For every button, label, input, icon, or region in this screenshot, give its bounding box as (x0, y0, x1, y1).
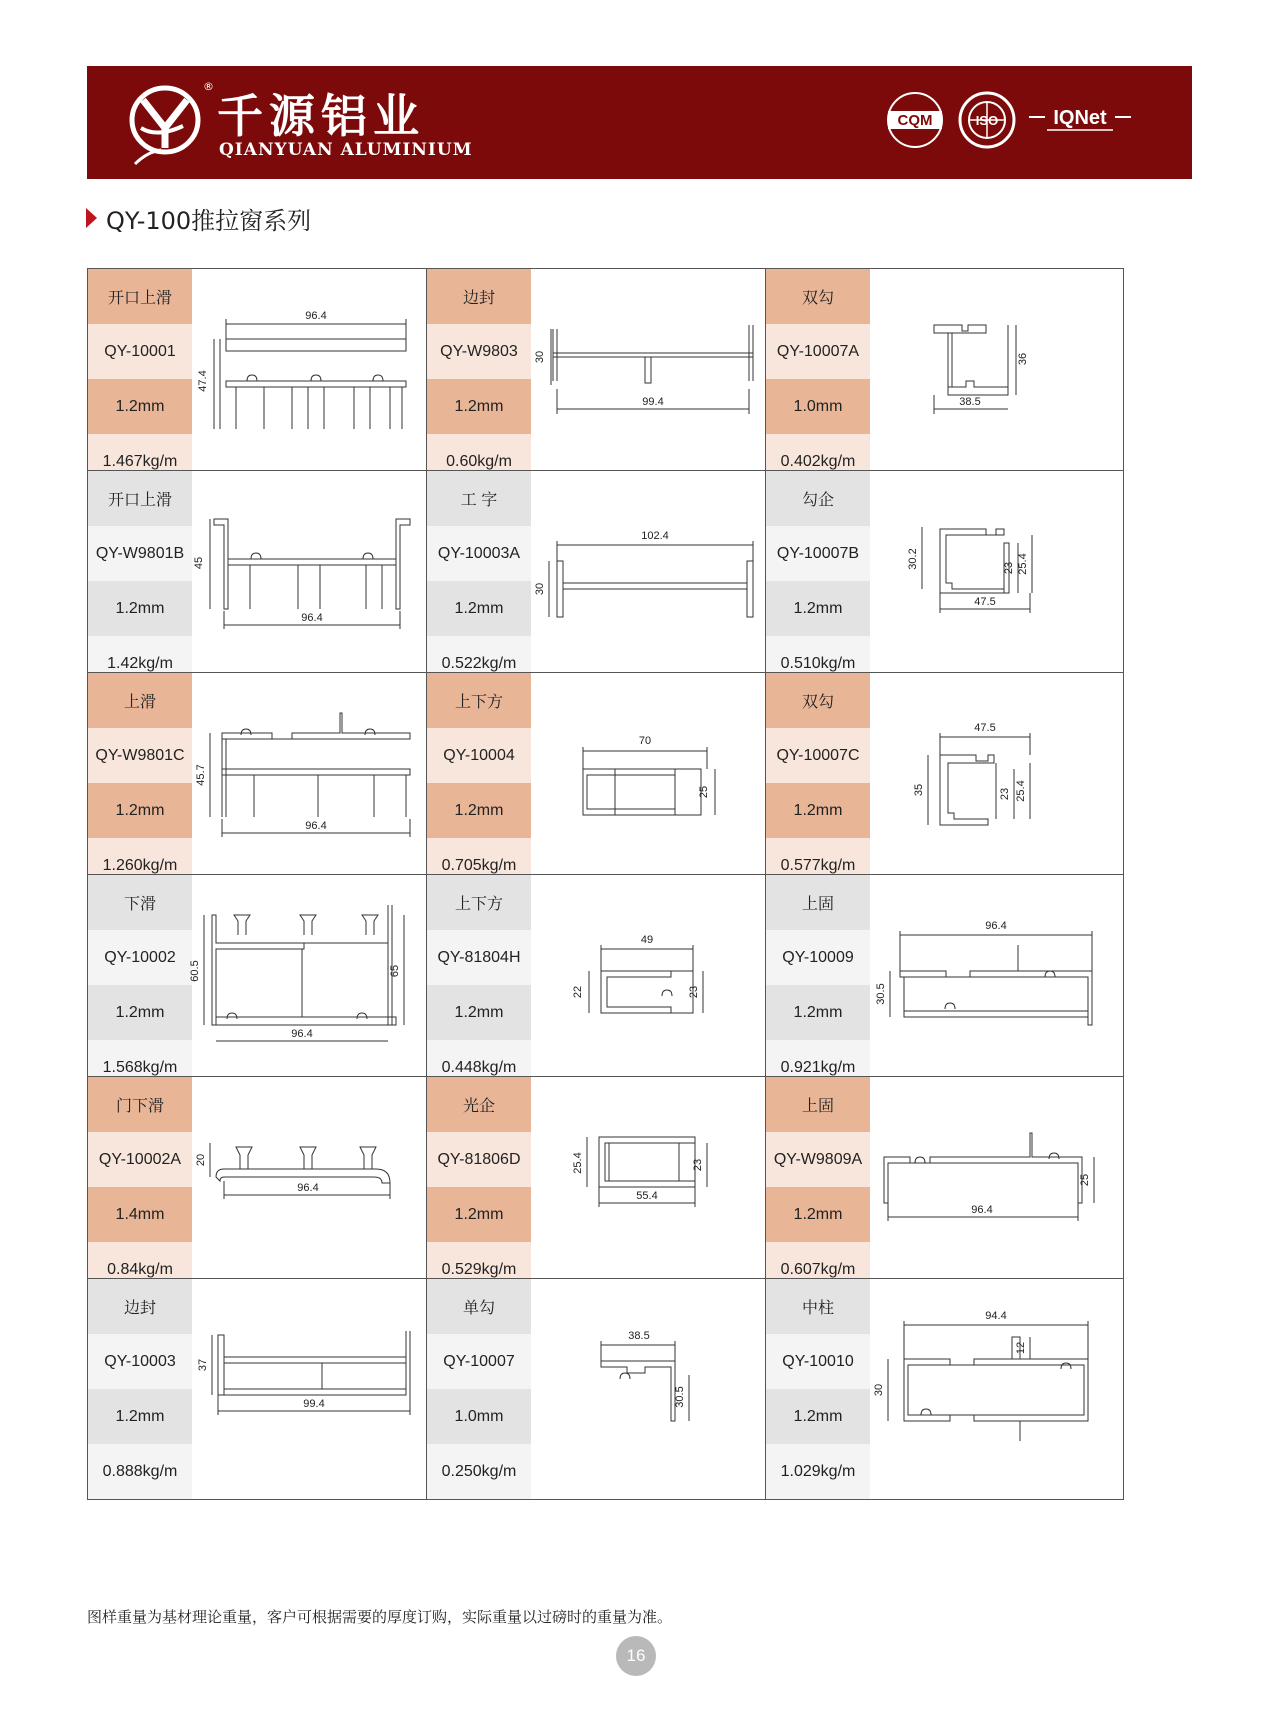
profile-info (427, 471, 531, 691)
profile-code: QY-10003 (88, 1334, 192, 1389)
profile-cross-section-diagram (870, 1077, 1123, 1297)
profile-card (87, 268, 446, 490)
profile-thickness: 1.4mm (88, 1187, 192, 1242)
svg-text:23: 23 (692, 1158, 704, 1172)
svg-text:70: 70 (638, 735, 652, 747)
profile-drawing (192, 269, 445, 489)
profile-card (426, 874, 785, 1096)
profile-card (765, 672, 1124, 894)
profile-info (88, 269, 192, 489)
iso-cert-icon (957, 90, 1017, 150)
profile-drawing (189, 875, 445, 1095)
profile-drawing (192, 1077, 445, 1297)
profile-thickness: 1.2mm (766, 985, 870, 1040)
profile-code: QY-10004 (427, 728, 531, 783)
profile-drawing (192, 471, 445, 691)
profile-drawing (870, 673, 1123, 893)
svg-text:96.4: 96.4 (291, 1028, 313, 1040)
profile-thickness: 1.2mm (88, 379, 192, 434)
profile-weight: 0.448kg/m (427, 1040, 531, 1095)
cqm-label: CQM (897, 112, 933, 129)
profile-name: 上下方 (427, 673, 531, 728)
svg-text:60.5: 60.5 (189, 960, 201, 982)
profile-thickness: 1.2mm (427, 581, 531, 636)
profile-weight: 0.60kg/m (427, 434, 531, 489)
profile-card (426, 1278, 785, 1500)
profile-cross-section-diagram (870, 875, 1123, 1095)
svg-text:47.5: 47.5 (974, 596, 996, 608)
profile-card (765, 874, 1124, 1096)
profile-weight: 1.42kg/m (88, 636, 192, 691)
profile-info (88, 471, 192, 691)
profile-info (427, 1077, 531, 1297)
profile-thickness: 1.0mm (766, 379, 870, 434)
profile-name: 单勾 (427, 1279, 531, 1334)
svg-text:47.5: 47.5 (974, 722, 996, 734)
svg-text:36: 36 (1017, 352, 1029, 366)
profile-drawing (531, 875, 784, 1095)
profile-code: QY-10001 (88, 324, 192, 379)
profile-cross-section-diagram (870, 471, 1123, 691)
triangle-bullet-icon (86, 208, 97, 228)
svg-text:22: 22 (572, 985, 584, 999)
profile-code: QY-W9803 (427, 324, 531, 379)
svg-text:102.4: 102.4 (641, 530, 669, 542)
svg-text:25.4: 25.4 (1017, 553, 1029, 575)
profile-thickness: 1.2mm (88, 1389, 192, 1444)
profile-name: 双勾 (766, 269, 870, 324)
profile-weight: 0.705kg/m (427, 838, 531, 893)
svg-text:96.4: 96.4 (301, 612, 323, 624)
profile-code: QY-10007A (766, 324, 870, 379)
svg-text:96.4: 96.4 (971, 1204, 993, 1216)
svg-text:38.5: 38.5 (628, 1330, 650, 1342)
profile-code: QY-81804H (427, 930, 531, 985)
svg-text:25: 25 (698, 785, 710, 799)
profile-thickness: 1.2mm (766, 581, 870, 636)
iqnet-cert-icon (1025, 90, 1135, 150)
svg-text:23: 23 (999, 787, 1011, 801)
svg-text:20: 20 (195, 1153, 207, 1167)
profile-thickness: 1.2mm (427, 1187, 531, 1242)
svg-text:55.4: 55.4 (636, 1190, 658, 1202)
profile-code: QY-10003A (427, 526, 531, 581)
profile-cross-section-diagram (192, 673, 445, 893)
profile-info (766, 875, 870, 1095)
profile-name: 工 字 (427, 471, 531, 526)
profile-weight: 0.402kg/m (766, 434, 870, 489)
profile-card (87, 1076, 446, 1298)
profile-card (87, 672, 446, 894)
profile-thickness: 1.2mm (88, 985, 192, 1040)
profile-name: 边封 (427, 269, 531, 324)
profile-code: QY-10007 (427, 1334, 531, 1389)
profile-cross-section-diagram (531, 875, 784, 1095)
profile-code: QY-10010 (766, 1334, 870, 1389)
page-number: 16 (616, 1636, 656, 1676)
profile-drawing (870, 471, 1123, 691)
section-title: QY-100推拉窗系列 (106, 206, 312, 235)
svg-text:25.4: 25.4 (1015, 780, 1027, 802)
profile-weight: 0.921kg/m (766, 1040, 870, 1095)
profile-weight: 1.260kg/m (88, 838, 192, 893)
profile-weight: 0.510kg/m (766, 636, 870, 691)
profile-cross-section-diagram (192, 1077, 445, 1297)
profile-cross-section-diagram (531, 1279, 784, 1499)
profile-info (427, 673, 531, 893)
profile-thickness: 1.2mm (766, 1389, 870, 1444)
profile-drawing (870, 1077, 1123, 1297)
profile-thickness: 1.2mm (427, 783, 531, 838)
svg-text:94.4: 94.4 (985, 1310, 1007, 1322)
profile-card (426, 1076, 785, 1298)
svg-text:12: 12 (1015, 1341, 1027, 1355)
profile-code: QY-81806D (427, 1132, 531, 1187)
profile-info (427, 269, 531, 489)
svg-text:65: 65 (389, 964, 401, 978)
profile-name: 边封 (88, 1279, 192, 1334)
profile-weight: 1.467kg/m (88, 434, 192, 489)
profile-card (765, 1278, 1124, 1500)
profile-info (766, 471, 870, 691)
svg-text:35: 35 (913, 783, 925, 797)
profile-name: 勾企 (766, 471, 870, 526)
profile-card (426, 672, 785, 894)
profile-weight: 0.250kg/m (427, 1444, 531, 1499)
profile-card (87, 470, 446, 692)
svg-text:96.4: 96.4 (305, 310, 327, 322)
svg-text:23: 23 (1003, 561, 1015, 575)
profile-cross-section-diagram (192, 471, 445, 691)
profile-thickness: 1.2mm (427, 985, 531, 1040)
profile-name: 门下滑 (88, 1077, 192, 1132)
profile-thickness: 1.2mm (427, 379, 531, 434)
profile-cross-section-diagram (870, 269, 1123, 489)
profile-card (426, 470, 785, 692)
brand-name-cn: 千源铝业 (217, 89, 425, 143)
svg-text:96.4: 96.4 (985, 920, 1007, 932)
profile-drawing (870, 1279, 1123, 1499)
profile-weight: 1.568kg/m (88, 1040, 192, 1095)
footnote: 图样重量为基材理论重量，客户可根据需要的厚度订购，实际重量以过磅时的重量为准。 (87, 1608, 673, 1626)
profile-thickness: 1.2mm (88, 783, 192, 838)
profile-drawing (531, 471, 784, 691)
profile-info (427, 875, 531, 1095)
svg-text:47.4: 47.4 (197, 370, 209, 392)
svg-text:30.2: 30.2 (907, 548, 919, 570)
profile-card (87, 874, 446, 1096)
profile-code: QY-10002A (88, 1132, 192, 1187)
profile-weight: 0.577kg/m (766, 838, 870, 893)
iso-label: ISO (975, 113, 999, 128)
profile-name: 上固 (766, 1077, 870, 1132)
profile-card (765, 470, 1124, 692)
profile-cross-section-diagram (870, 1279, 1123, 1499)
svg-text:30: 30 (534, 350, 546, 364)
profile-thickness: 1.2mm (766, 783, 870, 838)
profile-info (88, 673, 192, 893)
profile-info (88, 1279, 192, 1499)
profile-cross-section-diagram (531, 673, 784, 893)
svg-text:30: 30 (873, 1383, 885, 1397)
profile-code: QY-W9801C (88, 728, 192, 783)
profile-weight: 1.029kg/m (766, 1444, 870, 1499)
profile-code: QY-10009 (766, 930, 870, 985)
header-banner (87, 66, 1192, 179)
iqnet-label: IQNet (1053, 107, 1107, 129)
profile-drawing (531, 1279, 784, 1499)
profile-info (766, 673, 870, 893)
profile-drawing (870, 875, 1123, 1095)
svg-text:96.4: 96.4 (305, 820, 327, 832)
profile-drawing (870, 269, 1123, 489)
profile-cross-section-diagram (531, 471, 784, 691)
svg-text:49: 49 (640, 934, 654, 946)
profile-name: 光企 (427, 1077, 531, 1132)
svg-text:38.5: 38.5 (959, 396, 981, 408)
profile-weight: 0.607kg/m (766, 1242, 870, 1297)
profile-code: QY-10007C (766, 728, 870, 783)
profile-code: QY-10002 (88, 930, 192, 985)
profile-card (426, 268, 785, 490)
profile-cross-section-diagram (870, 673, 1123, 893)
profile-weight: 0.84kg/m (88, 1242, 192, 1297)
brand-name-en: QIANYUAN ALUMINIUM (219, 140, 473, 160)
profile-info (88, 1077, 192, 1297)
profile-name: 开口上滑 (88, 471, 192, 526)
profile-thickness: 1.2mm (88, 581, 192, 636)
profile-cross-section-diagram (192, 1279, 445, 1499)
profile-name: 开口上滑 (88, 269, 192, 324)
profile-info (427, 1279, 531, 1499)
profile-cross-section-diagram (531, 269, 784, 489)
profile-cross-section-diagram (192, 269, 445, 489)
profile-thickness: 1.0mm (427, 1389, 531, 1444)
profile-code: QY-W9801B (88, 526, 192, 581)
profile-thickness: 1.2mm (766, 1187, 870, 1242)
profile-name: 上固 (766, 875, 870, 930)
svg-text:45.7: 45.7 (195, 764, 207, 786)
svg-text:37: 37 (197, 1358, 209, 1372)
svg-text:25.4: 25.4 (572, 1152, 584, 1174)
profile-info (766, 1077, 870, 1297)
cqm-cert-icon (885, 90, 945, 150)
profile-code: QY-10007B (766, 526, 870, 581)
profile-drawing (531, 269, 784, 489)
profile-name: 双勾 (766, 673, 870, 728)
profile-weight: 0.522kg/m (427, 636, 531, 691)
profile-info (766, 269, 870, 489)
qy-logo-icon (127, 78, 209, 168)
profile-code: QY-W9809A (766, 1132, 870, 1187)
profile-card (765, 1076, 1124, 1298)
svg-text:99.4: 99.4 (642, 396, 664, 408)
svg-text:25: 25 (1079, 1173, 1091, 1187)
registered-mark: ® (203, 80, 214, 93)
svg-text:30.5: 30.5 (875, 983, 887, 1005)
profile-drawing (531, 673, 784, 893)
svg-text:30.5: 30.5 (674, 1386, 686, 1408)
profile-card (87, 1278, 446, 1500)
svg-text:45: 45 (193, 556, 205, 570)
profile-card (765, 268, 1124, 490)
profile-name: 中柱 (766, 1279, 870, 1334)
svg-text:30: 30 (534, 582, 546, 596)
profile-info (766, 1279, 870, 1499)
profile-drawing (531, 1077, 784, 1297)
profile-drawing (192, 673, 445, 893)
profile-name: 下滑 (88, 875, 192, 930)
svg-text:23: 23 (688, 985, 700, 999)
profile-name: 上下方 (427, 875, 531, 930)
profile-name: 上滑 (88, 673, 192, 728)
svg-text:99.4: 99.4 (303, 1398, 325, 1410)
profile-drawing (192, 1279, 445, 1499)
profile-weight: 0.888kg/m (88, 1444, 192, 1499)
svg-text:96.4: 96.4 (297, 1182, 319, 1194)
profile-cross-section-diagram (189, 875, 445, 1095)
section-heading (86, 203, 311, 233)
profile-cross-section-diagram (531, 1077, 784, 1297)
profile-info (88, 875, 192, 1095)
profile-weight: 0.529kg/m (427, 1242, 531, 1297)
